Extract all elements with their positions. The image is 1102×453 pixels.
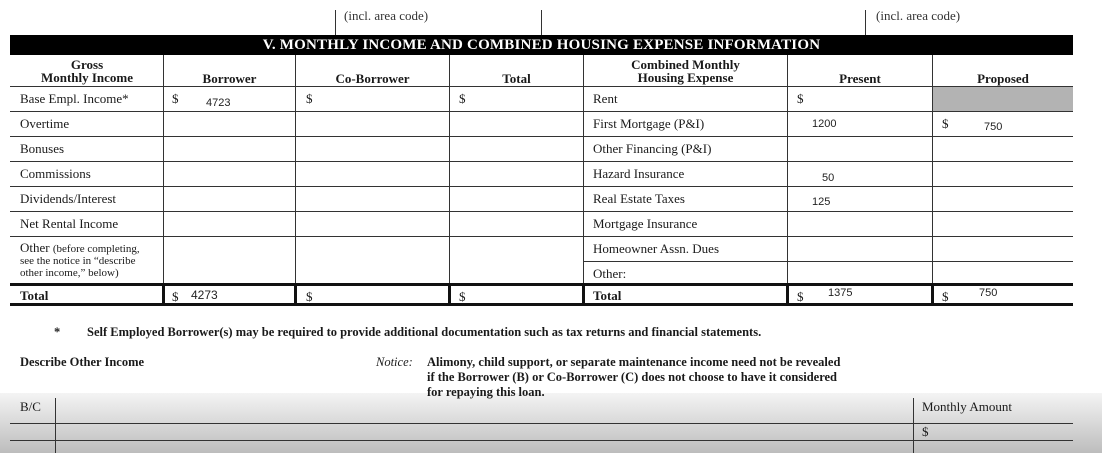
currency-sign: $ — [306, 289, 313, 304]
income-label-commissions: Commissions — [20, 166, 91, 181]
describe-other-income-title: Describe Other Income — [20, 355, 145, 369]
header-line: Combined Monthly — [631, 57, 740, 72]
row-divider — [10, 186, 1073, 187]
currency-sign: $ — [797, 91, 804, 106]
currency-sign: $ — [172, 91, 179, 106]
col-divider — [787, 55, 788, 285]
notice-line: Alimony, child support, or separate maintenance income need not be revealed — [427, 355, 841, 369]
total-divider — [448, 283, 451, 306]
header-line: Gross — [70, 57, 104, 72]
amount-divider — [913, 398, 914, 453]
row-divider — [10, 440, 1073, 441]
proposed-rent-disabled — [933, 87, 1073, 111]
row-divider — [10, 136, 1073, 137]
currency-sign: $ — [172, 289, 179, 304]
header-co-borrower: Co-Borrower — [335, 71, 410, 86]
total-rule-top — [10, 283, 1073, 286]
present-hazard-insurance-field[interactable]: 50 — [822, 172, 835, 184]
row-divider — [10, 236, 1073, 237]
col-divider — [295, 55, 296, 285]
borrower-base-income-field[interactable]: 4723 — [206, 97, 231, 109]
housing-label-first-mortgage: First Mortgage (P&I) — [593, 116, 705, 131]
divider — [865, 10, 866, 35]
currency-sign: $ — [459, 289, 466, 304]
income-label-dividends: Dividends/Interest — [20, 191, 117, 206]
bc-divider — [55, 398, 56, 453]
total-rule-bottom — [10, 303, 1073, 306]
footnote-marker: * — [54, 325, 61, 339]
borrower-total-income-field[interactable]: 4273 — [191, 288, 218, 302]
phone-label-left: (incl. area code) — [344, 8, 429, 23]
total-divider — [582, 283, 585, 306]
housing-label-mortgage-insurance: Mortgage Insurance — [593, 216, 698, 231]
notice-line: if the Borrower (B) or Co-Borrower (C) does not choose to have it considered — [427, 370, 838, 384]
total-divider — [931, 283, 934, 306]
income-label-net-rental: Net Rental Income — [20, 216, 119, 231]
income-total-label: Total — [20, 288, 49, 303]
other-note: see the notice in “describe — [20, 255, 136, 267]
header-present: Present — [839, 71, 881, 86]
header-total: Total — [502, 71, 531, 86]
housing-label-other-financing: Other Financing (P&I) — [593, 141, 712, 156]
bc-label: B/C — [20, 399, 41, 414]
row-divider — [10, 111, 1073, 112]
currency-sign: $ — [797, 289, 804, 304]
housing-label-rent: Rent — [593, 91, 618, 106]
total-divider — [786, 283, 789, 306]
present-real-estate-taxes-field[interactable]: 125 — [812, 196, 831, 208]
total-divider — [294, 283, 297, 306]
header-proposed: Proposed — [977, 71, 1029, 86]
footnote-text: Self Employed Borrower(s) may be required to provide additional documentation such as tax returns and financial statements. — [87, 325, 762, 339]
header-gross-income — [12, 58, 162, 84]
housing-label-hoa-dues: Homeowner Assn. Dues — [593, 241, 720, 256]
income-label-overtime: Overtime — [20, 116, 70, 131]
present-total-field[interactable]: 1375 — [828, 287, 853, 299]
proposed-total-field[interactable]: 750 — [979, 287, 998, 299]
total-divider — [162, 283, 165, 306]
notice-label: Notice: — [376, 355, 413, 369]
header-housing-expense — [584, 58, 787, 84]
divider — [335, 10, 336, 35]
header-borrower: Borrower — [202, 71, 257, 86]
row-divider — [10, 86, 1073, 87]
housing-label-hazard-insurance: Hazard Insurance — [593, 166, 685, 181]
section-title: V. MONTHLY INCOME AND COMBINED HOUSING EXPENSE INFORMATION — [10, 35, 1073, 55]
row-divider — [10, 161, 1073, 162]
other-label: Other — [20, 240, 50, 255]
currency-sign: $ — [306, 91, 313, 106]
monthly-amount-label: Monthly Amount — [922, 399, 1012, 414]
income-label-other — [20, 240, 160, 279]
other-note: (before completing, — [52, 243, 140, 255]
income-label-base: Base Empl. Income* — [20, 91, 129, 106]
currency-sign: $ — [942, 116, 949, 131]
divider — [541, 10, 542, 35]
proposed-first-mortgage-field[interactable]: 750 — [984, 121, 1003, 133]
phone-label-right: (incl. area code) — [876, 8, 961, 23]
header-line: Housing Expense — [637, 70, 734, 85]
header-line: Monthly Income — [40, 70, 134, 85]
housing-label-other: Other: — [593, 266, 627, 281]
housing-label-real-estate-taxes: Real Estate Taxes — [593, 191, 685, 206]
income-label-bonuses: Bonuses — [20, 141, 65, 156]
col-divider — [163, 55, 164, 285]
other-note: other income,” below) — [20, 267, 119, 279]
row-divider — [10, 423, 1073, 424]
currency-sign: $ — [922, 424, 929, 439]
present-first-mortgage-field[interactable]: 1200 — [812, 118, 837, 130]
currency-sign: $ — [942, 289, 949, 304]
row-divider — [10, 211, 1073, 212]
housing-total-label: Total — [593, 288, 622, 303]
currency-sign: $ — [459, 91, 466, 106]
col-divider — [449, 55, 450, 285]
col-divider — [583, 55, 584, 285]
row-divider — [583, 261, 1073, 262]
notice-line: for repaying this loan. — [427, 385, 545, 399]
